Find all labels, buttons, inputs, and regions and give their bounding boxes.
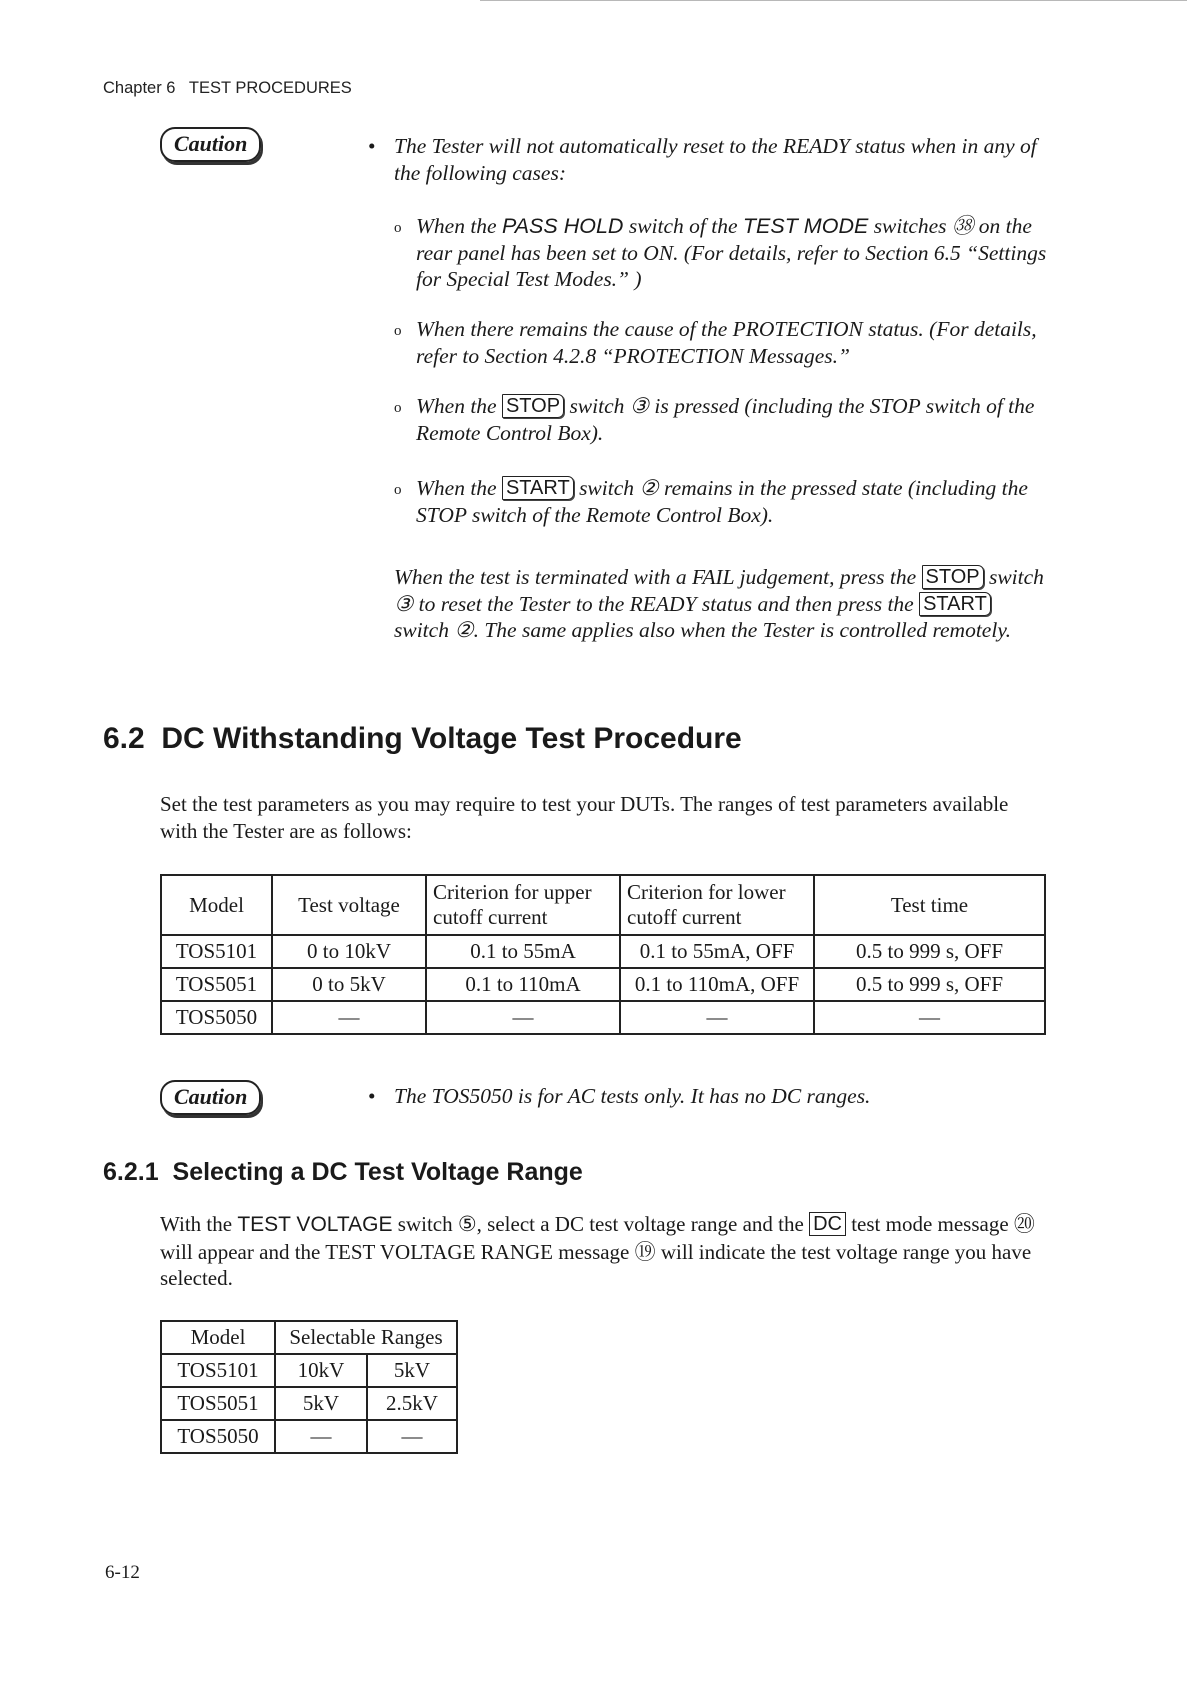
table-cell: TOS5050 — [161, 1420, 275, 1453]
table-cell: 0 to 10kV — [272, 935, 426, 968]
circle-marker: o — [394, 400, 402, 416]
header-cell: Test time — [814, 875, 1045, 935]
header-cell: Test voltage — [272, 875, 426, 935]
table-cell: 5kV — [275, 1387, 367, 1420]
case-post: switch ② remains in the pressed state (including the STOP switch of the Remote Control Box). — [416, 476, 1028, 527]
table-cell: TOS5050 — [161, 1001, 272, 1034]
top-rule — [480, 0, 1187, 1]
subsection-body — [160, 1211, 1048, 1292]
header-cell: Model — [161, 1321, 275, 1354]
caution-dc-text: The TOS5050 is for AC tests only. It has no DC ranges. — [394, 1084, 871, 1108]
fail-judgement-note — [394, 564, 1048, 644]
case-mid: switch of the — [623, 214, 743, 238]
table-row — [161, 1387, 457, 1420]
table-cell: 0.1 to 55mA — [426, 935, 620, 968]
table-cell: 0.5 to 999 s, OFF — [814, 935, 1045, 968]
subsection-heading — [103, 1158, 583, 1187]
table-cell: — — [275, 1420, 367, 1453]
case-item — [394, 475, 1048, 528]
note-post: switch ②. The same applies also when the Tester is controlled remotely. — [394, 618, 1012, 642]
table-row — [161, 1001, 1045, 1034]
table-cell: TOS5101 — [161, 1354, 275, 1387]
header-cell: Criterion for lower cutoff current — [620, 875, 814, 935]
table-cell: TOS5051 — [161, 968, 272, 1001]
table-header-row — [161, 875, 1045, 935]
stop-key: STOP — [502, 394, 564, 418]
table-cell: 0.5 to 999 s, OFF — [814, 968, 1045, 1001]
section-intro: Set the test parameters as you may require to test your DUTs. The ranges of test parameters available with the Tester are as follows: — [160, 792, 1009, 843]
dc-indicator: DC — [809, 1212, 846, 1236]
page-number: 6-12 — [105, 1562, 140, 1583]
case-pre: When the — [416, 214, 502, 238]
case-text: When there remains the cause of the PROTECTION status. (For details, refer to Section 4.2.8 “PROTECTION Messages.” — [416, 317, 1037, 368]
case-post: switches ㊳ on the rear panel has been set to ON. (For details, refer to Section 6.5 “Settings for Special Test Modes.” ) — [416, 214, 1047, 291]
test-parameter-table — [160, 874, 1046, 1035]
table-cell: — — [367, 1420, 457, 1453]
table-cell: 0.1 to 110mA, OFF — [620, 968, 814, 1001]
table-cell: — — [620, 1001, 814, 1034]
caution-intro — [368, 133, 1048, 186]
case-pre: When the — [416, 476, 502, 500]
table-cell: — — [814, 1001, 1045, 1034]
test-mode-switch: TEST MODE — [742, 214, 869, 238]
subsection-number: 6.2.1 — [103, 1158, 159, 1186]
start-key: START — [919, 592, 991, 616]
circle-marker: o — [394, 220, 402, 236]
case-item — [394, 393, 1048, 446]
pass-hold-switch: PASS HOLD — [501, 214, 624, 238]
table-cell: 10kV — [275, 1354, 367, 1387]
running-header: Chapter 6 TEST PROCEDURES — [103, 79, 352, 97]
table-cell: 2.5kV — [367, 1387, 457, 1420]
bullet-marker: • — [368, 134, 376, 158]
caution-label: Caution — [160, 1080, 261, 1115]
section-number: 6.2 — [103, 722, 145, 755]
caution-intro-text: The Tester will not automatically reset to the READY status when in any of the following cases: — [394, 134, 1037, 185]
body-post: test mode message ⑳ will appear and the TEST VOLTAGE RANGE message ⑲ will indicate the test voltage range you have selected. — [160, 1212, 1035, 1290]
table-row — [161, 1354, 457, 1387]
header-cell: Criterion for upper cutoff current — [426, 875, 620, 935]
table-row — [161, 968, 1045, 1001]
case-item — [394, 213, 1048, 293]
table-cell: TOS5051 — [161, 1387, 275, 1420]
body-mid: switch ⑤, select a DC test voltage range and the — [392, 1212, 810, 1236]
case-pre: When the — [416, 394, 502, 418]
table-cell: TOS5101 — [161, 935, 272, 968]
table-cell: 5kV — [367, 1354, 457, 1387]
table-cell: 0.1 to 55mA, OFF — [620, 935, 814, 968]
case-post: switch ③ is pressed (including the STOP switch of the Remote Control Box). — [416, 394, 1035, 445]
circle-marker: o — [394, 482, 402, 498]
table-row — [161, 1420, 457, 1453]
table-cell: — — [426, 1001, 620, 1034]
note-mid: switch ③ to reset the Tester to the READY status and then press the — [394, 565, 1044, 616]
note-pre: When the test is terminated with a FAIL judgement, press the — [394, 565, 922, 589]
table-header-row — [161, 1321, 457, 1354]
caution-label: Caution — [160, 127, 261, 162]
stop-key: STOP — [922, 565, 984, 589]
start-key: START — [502, 476, 574, 500]
subsection-title: Selecting a DC Test Voltage Range — [172, 1158, 583, 1186]
header-cell: Selectable Ranges — [275, 1321, 457, 1354]
caution-dc-note — [368, 1083, 1048, 1110]
header-cell: Model — [161, 875, 272, 935]
body-pre: With the — [160, 1212, 238, 1236]
case-item — [394, 316, 1048, 369]
test-voltage-switch: TEST VOLTAGE — [237, 1213, 393, 1236]
bullet-marker: • — [368, 1084, 376, 1108]
section-heading — [103, 722, 742, 756]
table-cell: 0 to 5kV — [272, 968, 426, 1001]
table-row — [161, 935, 1045, 968]
table-cell: — — [272, 1001, 426, 1034]
circle-marker: o — [394, 323, 402, 339]
table-cell: 0.1 to 110mA — [426, 968, 620, 1001]
selectable-ranges-table — [160, 1320, 458, 1454]
section-title: DC Withstanding Voltage Test Procedure — [161, 722, 742, 755]
